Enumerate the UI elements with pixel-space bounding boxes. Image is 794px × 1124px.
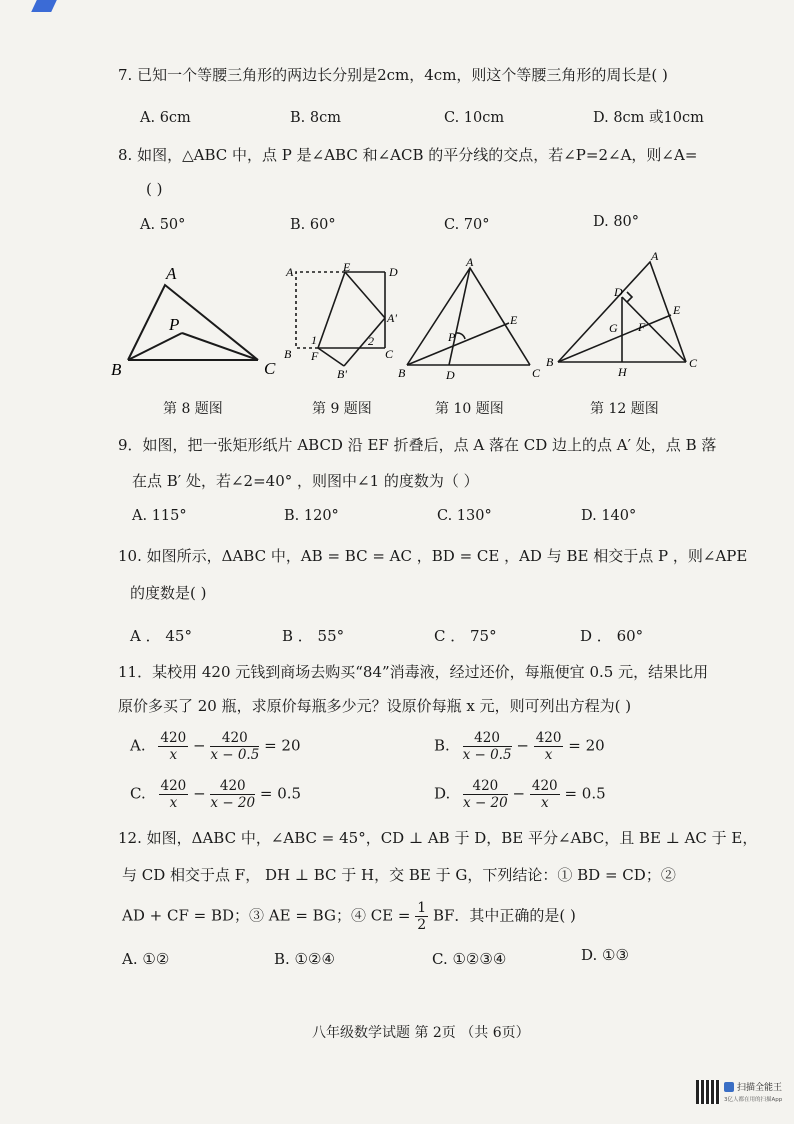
- fig10-label-c: C: [532, 366, 541, 380]
- fig12-label-c: C: [689, 356, 698, 370]
- q12-line2: 与 CD 相交于点 F， DH ⊥ BC 于 H，交 BE 于 G，下列结论：① BD = CD；②: [122, 866, 676, 884]
- scanner-logo-icon: [724, 1082, 734, 1092]
- q11-option-c-fraction1: [159, 778, 189, 811]
- q10-option-a: A ． 45°: [130, 627, 192, 645]
- q10-option-d: D ． 60°: [580, 627, 644, 645]
- q7-option-b: B. 8cm: [290, 110, 341, 126]
- q8-option-a: A. 50°: [140, 217, 186, 233]
- q8-stem: 8. 如图，△ABC 中，点 P 是∠ABC 和∠ACB 的平分线的交点，若∠P=2∠A，则∠A=: [118, 146, 698, 164]
- q9-option-b: B. 120°: [284, 508, 339, 524]
- numerator: 1: [417, 900, 427, 916]
- fig9-label-b: B: [284, 347, 292, 361]
- figure-12: [558, 262, 686, 362]
- q11-option-a-rhs: = 20: [264, 736, 301, 755]
- fig12-label-b: B: [546, 355, 554, 369]
- q7-stem: 7. 已知一个等腰三角形的两边长分别是2cm，4cm，则这个等腰三角形的周长是( ): [118, 66, 668, 84]
- fig9-label-f: F: [311, 349, 319, 363]
- q11-option-c-fraction2: [210, 778, 255, 811]
- fig12-label-f: F: [638, 320, 646, 334]
- fig8-label-p: P: [169, 315, 180, 334]
- fig12-label-d: D: [614, 285, 623, 299]
- fig9-label-angle1: 1: [311, 333, 317, 347]
- denominator: x: [540, 795, 549, 811]
- fig9-caption: 第 9 题图: [312, 401, 372, 417]
- q12-line3-start: AD + CF = BD；③ AE = BG；④ CE =: [122, 906, 411, 925]
- figures-row: [0, 250, 794, 390]
- numerator: 420: [535, 730, 562, 746]
- q12-line3: [122, 900, 576, 933]
- qr-code-icon: [696, 1080, 720, 1104]
- q11-option-d: D. $\frac{420}{x - 20}$ − $\frac{420}{x}$ = 0.5: [434, 778, 606, 811]
- denominator: 2: [417, 917, 427, 933]
- fig8-label-b: B: [111, 360, 122, 379]
- fig10-label-a: A: [466, 255, 474, 269]
- fig10-label-d: D: [446, 368, 455, 382]
- fig10-label-e: E: [510, 313, 518, 327]
- q8-option-b: B. 60°: [290, 217, 336, 233]
- denominator: x − 0.5: [210, 747, 260, 763]
- denominator: x − 20: [210, 795, 256, 811]
- q8-blank: ( ): [146, 180, 163, 198]
- q12-line3-end: BF．其中正确的是( ): [432, 906, 576, 925]
- q10-option-b: B ． 55°: [282, 627, 345, 645]
- fig12-caption: 第 12 题图: [590, 401, 659, 417]
- fig12-label-e: E: [673, 303, 681, 317]
- q11-option-a-label: A.: [130, 736, 146, 755]
- figure-9: [296, 272, 385, 366]
- fig9-label-angle2: 2: [368, 334, 374, 348]
- q11-option-d-fraction2: [530, 778, 560, 811]
- q11-option-d-rhs: = 0.5: [564, 784, 606, 803]
- numerator: 420: [531, 778, 558, 794]
- fig9-label-a-prime: A': [387, 311, 397, 325]
- fig10-label-p: P: [448, 330, 456, 344]
- q7-option-c: C. 10cm: [444, 110, 505, 126]
- q11-option-b: B. $\frac{420}{x - 0.5}$ − $\frac{420}{x}$ = 20: [434, 730, 605, 763]
- q10-option-c: C ． 75°: [434, 627, 497, 645]
- q8-option-d: D. 80°: [593, 214, 640, 230]
- q11-option-b-label: B.: [434, 736, 450, 755]
- fig12-label-g: G: [609, 321, 618, 335]
- q12-option-a: A. ①②: [122, 950, 170, 968]
- q12-line1: 12. 如图，ΔABC 中，∠ABC = 45°，CD ⊥ AB 于 D，BE 平分∠ABC，且 BE ⊥ AC 于 E，: [118, 829, 758, 847]
- denominator: x − 0.5: [462, 747, 512, 763]
- scanner-subtitle: 3亿人都在用的扫描App: [724, 1097, 783, 1103]
- fig9-label-e: E: [343, 260, 351, 274]
- q7-option-a: A. 6cm: [140, 110, 191, 126]
- q11-option-b-fraction2: [534, 730, 564, 763]
- q12-option-d: D. ①③: [581, 946, 629, 964]
- fig9-label-c: C: [385, 347, 394, 361]
- q9-option-c: C. 130°: [437, 508, 492, 524]
- denominator: x: [169, 747, 178, 763]
- numerator: 420: [160, 778, 187, 794]
- fig8-label-a: A: [166, 264, 177, 283]
- scanner-watermark: [696, 1080, 786, 1108]
- page-footer: 八年级数学试题 第 2页 （共 6页）: [312, 1025, 530, 1041]
- q11-option-a-fraction1: [158, 730, 188, 763]
- denominator: x: [169, 795, 178, 811]
- fig8-label-c: C: [264, 359, 276, 378]
- fig10-caption: 第 10 题图: [435, 401, 504, 417]
- q9-line2: 在点 B′ 处，若∠2=40° ，则图中∠1 的度数为（ ）: [132, 472, 479, 490]
- q11-option-c-label: C.: [130, 784, 146, 803]
- q12-option-b: B. ①②④: [274, 950, 335, 968]
- fig10-label-b: B: [398, 366, 406, 380]
- numerator: 420: [160, 730, 187, 746]
- q11-option-d-label: D.: [434, 784, 451, 803]
- q11-option-b-rhs: = 20: [568, 736, 605, 755]
- fig9-label-a: A: [286, 265, 294, 279]
- q12-fraction-half: [415, 900, 428, 933]
- q11-option-c: C. $\frac{420}{x}$ − $\frac{420}{x - 20}$ = 0.5: [130, 778, 302, 811]
- q9-line1: 9．如图，把一张矩形纸片 ABCD 沿 EF 折叠后，点 A 落在 CD 边上的点 A′ 处，点 B 落: [118, 436, 717, 454]
- q7-option-d: D. 8cm 或10cm: [593, 110, 704, 126]
- numerator: 420: [463, 778, 508, 795]
- fig9-label-b-prime: B': [337, 367, 347, 381]
- q11-line2: 原价多买了 20 瓶，求原价每瓶多少元？设原价每瓶 x 元，则可列出方程为( ): [118, 697, 632, 715]
- q11-option-b-fraction1: [463, 730, 512, 763]
- q11-option-c-rhs: = 0.5: [259, 784, 302, 803]
- q11-option-d-fraction1: [463, 778, 508, 811]
- q11-option-a-fraction2: [210, 730, 259, 763]
- q8-option-c: C. 70°: [444, 217, 490, 233]
- q9-option-a: A. 115°: [132, 508, 187, 524]
- fig12-label-a: A: [651, 250, 659, 263]
- fig12-label-h: H: [618, 365, 627, 379]
- q12-option-c: C. ①②③④: [432, 950, 507, 968]
- numerator: 420: [463, 730, 512, 747]
- fig9-label-d: D: [389, 265, 398, 279]
- figure-8: [128, 285, 258, 360]
- fig8-caption: 第 8 题图: [163, 401, 223, 417]
- scanner-brand: 扫描全能王: [737, 1083, 783, 1093]
- q9-option-d: D. 140°: [581, 508, 637, 524]
- q11-line1: 11．某校用 420 元钱到商场去购买“84”消毒液，经过还价，每瓶便宜 0.5 元，结果比用: [118, 663, 709, 681]
- denominator: x − 20: [463, 795, 508, 811]
- q10-line1: 10. 如图所示，ΔABC 中，AB = BC = AC ，BD = CE ，AD 与 BE 相交于点 P ，则∠APE: [118, 547, 748, 565]
- denominator: x: [544, 747, 553, 763]
- q11-option-a: A. $\frac{420}{x}$ − $\frac{420}{x - 0.5}$ = 20: [130, 730, 301, 763]
- scan-corner-mark: [31, 0, 57, 12]
- numerator: 420: [210, 778, 255, 795]
- q10-line2: 的度数是( ): [130, 584, 207, 602]
- numerator: 420: [210, 730, 259, 747]
